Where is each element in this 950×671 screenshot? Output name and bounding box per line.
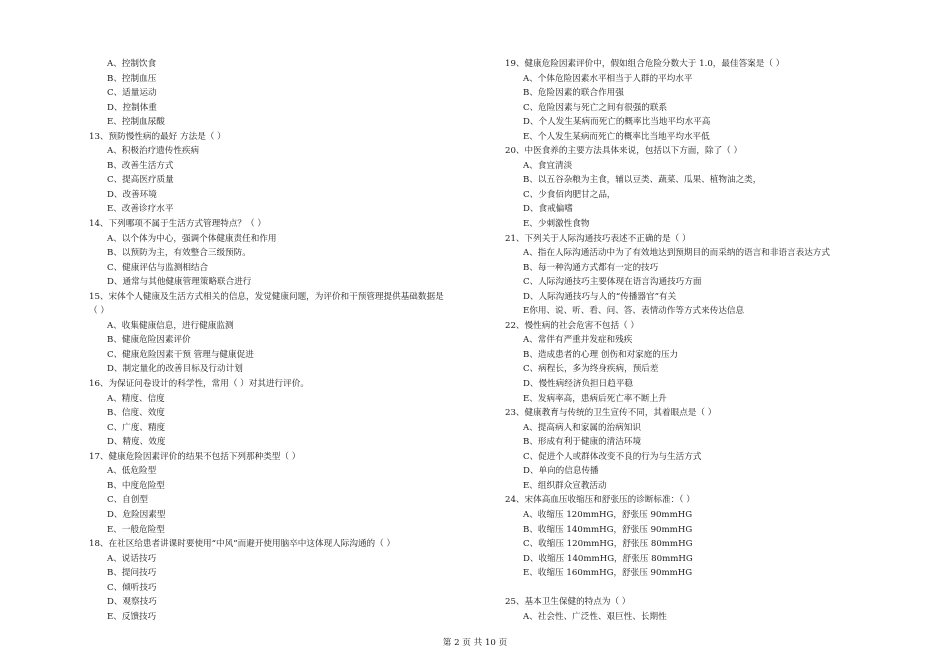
- question-text: 22、慢性病的社会危害不包括（ ）: [505, 320, 639, 331]
- answer-option: E、少刺激性食物: [523, 219, 590, 230]
- answer-option: D、改善环境: [107, 189, 157, 200]
- answer-option: D、单向的信息传播: [523, 466, 599, 477]
- answer-option: B、以预防为主，有效整合三级预防。: [107, 248, 251, 259]
- right-column: [505, 57, 915, 624]
- answer-option: E、反馈技巧: [107, 611, 157, 622]
- question-text: 16、为保证问卷设计的科学性，常用（ ）对其进行评价。: [89, 379, 309, 390]
- answer-option: D、精度、效度: [107, 437, 166, 448]
- answer-option: C、促进个人或群体改变不良的行为与生活方式: [523, 451, 702, 462]
- answer-option: B、信度、效度: [107, 408, 165, 419]
- answer-option: A、提高病人和家属的治病知识: [523, 422, 641, 433]
- question-text: 19、健康危险因素评价中，假如组合危险分数大于 1.0，最佳答案是（ ）: [505, 59, 785, 69]
- answer-option: A、食宜清淡: [523, 160, 573, 171]
- answer-option: A、精度、信度: [107, 393, 165, 404]
- answer-option: C、病程长，多为终身疾病，预后差: [523, 364, 659, 375]
- answer-option: E、组织群众宣教活动: [523, 480, 607, 491]
- answer-option: B、造成患者的心理 创伤和对家庭的压力: [523, 349, 679, 360]
- answer-option: E、控制血尿酸: [107, 117, 165, 128]
- question-text: 13、预防慢性病的最好 方法是（ ）: [89, 131, 226, 142]
- answer-option: D、食戒偏嗜: [523, 204, 573, 215]
- answer-option: D、制定量化的改善目标及行动计划: [107, 364, 243, 375]
- answer-option: D、观察技巧: [107, 597, 157, 608]
- answer-option: C、广度、精度: [107, 422, 166, 433]
- answer-option: C、适量运动: [107, 88, 157, 99]
- question-text: 21、下列关于人际沟通技巧表述不正确的是（ ）: [505, 233, 691, 244]
- answer-option: A、控制饮食: [107, 59, 157, 69]
- answer-option: C、自创型: [107, 495, 148, 506]
- answer-option: D、危险因素型: [107, 509, 166, 520]
- blank-line: [505, 581, 915, 596]
- question-text: 14、下列哪项不属于生活方式管理特点？（ ）: [89, 219, 266, 230]
- answer-option: B、健康危险因素评价: [107, 335, 191, 346]
- answer-option: B、中度危险型: [107, 480, 165, 491]
- answer-option: B、危险因素的联合作用强: [523, 88, 624, 99]
- answer-option: D、通常与其他健康管理策略联合进行: [107, 277, 252, 288]
- answer-option: C、提高医疗质量: [107, 175, 174, 186]
- answer-option: E、一般危险型: [107, 524, 165, 535]
- answer-option: E、发病率高，患病后死亡率不断上升: [523, 393, 667, 404]
- answer-option: A、说话技巧: [107, 553, 157, 564]
- answer-option: C、收缩压 120mmHG，舒张压 80mmHG: [523, 539, 693, 550]
- answer-option: C、倾听技巧: [107, 582, 157, 593]
- answer-option: A、个体危险因素水平相当于人群的平均水平: [523, 73, 693, 84]
- answer-option: C、少食佰肉肥甘之品，: [523, 189, 616, 200]
- question-text: 15、宋体个人健康及生活方式相关的信息，发觉健康问题，为评价和干预管理提供基础数据是: [89, 291, 444, 302]
- answer-option: E、改善诊疗水平: [107, 204, 174, 215]
- answer-option: A、收缩压 120mmHG，舒张压 90mmHG: [523, 509, 693, 520]
- left-column: [89, 57, 489, 624]
- answer-option: D、个人发生某病而死亡的概率比当地平均水平高: [523, 117, 711, 128]
- answer-option: A、积极治疗遗传性疾病: [107, 146, 200, 157]
- answer-option: C、人际沟通技巧主要体现在语言沟通技巧方面: [523, 277, 702, 288]
- question-text: 24、宋体高血压收缩压和舒张压的诊断标准：（ ）: [505, 495, 695, 506]
- answer-option: E、个人发生某病而死亡的概率比当地平均水平低: [523, 131, 710, 142]
- answer-option: A、指在人际沟通活动中为了有效地达到预期目的而采纳的语言和非语言表达方式: [523, 248, 830, 259]
- answer-option: C、健康评估与监测相结合: [107, 262, 209, 273]
- answer-option: A、收集健康信息，进行健康监测: [107, 320, 234, 331]
- answer-option: D、慢性病经济负担日趋平稳: [523, 379, 634, 390]
- answer-option: E、收缩压 160mmHG，舒张压 90mmHG: [523, 568, 693, 579]
- answer-option: A、常伴有严重并发症和残疾: [523, 335, 633, 346]
- answer-option: B、提问技巧: [107, 568, 157, 579]
- answer-option: A、以个体为中心，强调个体健康责任和作用: [107, 233, 277, 244]
- question-text: 23、健康教育与传统的卫生宣传不同，其着眼点是（ ）: [505, 408, 717, 419]
- question-text: 20、中医食养的主要方法具体来说，包括以下方面，除了（ ）: [505, 146, 743, 157]
- answer-option: A、低危险型: [107, 466, 157, 477]
- answer-option: B、形成有利于健康的清洁环境: [523, 437, 642, 448]
- answer-option: D、控制体重: [107, 102, 157, 113]
- question-text: （ ）: [89, 306, 109, 317]
- question-text: 18、在社区给患者讲课时要使用“中风”而避开使用脑卒中这体现人际沟通的（ ）: [89, 539, 396, 550]
- question-text: 17、健康危险因素评价的结果不包括下列那种类型（ ）: [89, 451, 301, 462]
- question-text: 25、基本卫生保健的特点为（ ）: [505, 597, 631, 608]
- answer-option: D、收缩压 140mmHG，舒张压 80mmHG: [523, 553, 693, 564]
- answer-option: B、改善生活方式: [107, 160, 174, 171]
- answer-option: B、以五谷杂粮为主食，辅以豆类、蔬菜、瓜果、植物油之类，: [523, 175, 762, 186]
- answer-option: E你用、说、听、看、问、答、表情动作等方式来传达信息: [523, 306, 745, 317]
- answer-option: B、控制血压: [107, 73, 157, 84]
- answer-option: B、每一种沟通方式都有一定的技巧: [523, 262, 659, 273]
- answer-option: C、健康危险因素干预 管理与健康促进: [107, 349, 254, 360]
- page-number: 第 2 页 共 10 页: [442, 638, 508, 648]
- answer-option: A、社会性、广泛性、艰巨性、长期性: [523, 611, 667, 622]
- answer-option: D、人际沟通技巧与人的“传播器官”有关: [523, 291, 677, 302]
- answer-option: B、收缩压 140mmHG，舒张压 90mmHG: [523, 524, 693, 535]
- answer-option: C、危险因素与死亡之间有很强的联系: [523, 102, 668, 113]
